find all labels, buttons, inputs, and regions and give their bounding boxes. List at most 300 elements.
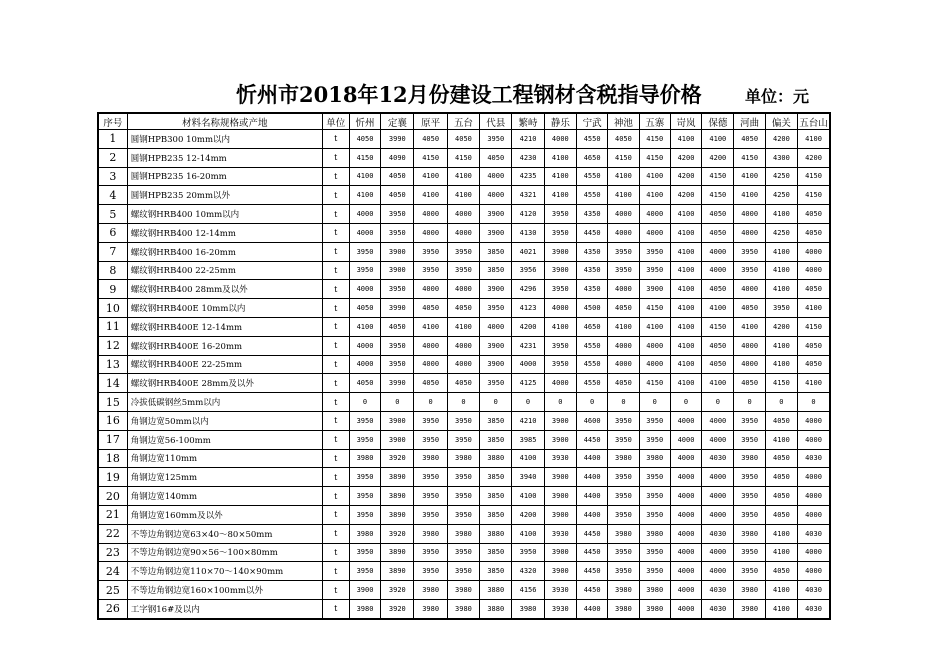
price-cell: 4350 [576, 205, 607, 224]
price-cell: 4050 [702, 205, 734, 224]
price-cell: 3950 [639, 468, 670, 487]
column-header: 五寨 [639, 113, 670, 130]
price-cell: 3980 [349, 599, 380, 618]
table-row [98, 562, 830, 581]
price-cell: 4100 [608, 317, 639, 336]
price-cell: 4050 [480, 148, 512, 167]
price-cell: 3950 [447, 487, 479, 506]
table-header-row [98, 113, 830, 130]
price-cell: 4450 [576, 430, 607, 449]
price-cell: 3850 [480, 261, 512, 280]
price-cell: 4150 [639, 374, 670, 393]
price-cell: 4000 [670, 449, 701, 468]
price-cell: 4100 [765, 581, 797, 600]
price-cell: 4150 [639, 148, 670, 167]
unit-cell: t [322, 543, 349, 562]
price-cell: 4100 [765, 599, 797, 618]
unit-cell: t [322, 205, 349, 224]
row-number: 21 [98, 505, 127, 524]
price-cell: 4100 [670, 299, 701, 318]
price-cell: 4050 [765, 449, 797, 468]
price-cell: 3850 [480, 430, 512, 449]
price-cell: 3980 [349, 449, 380, 468]
price-cell: 3900 [639, 280, 670, 299]
price-cell: 4050 [349, 299, 380, 318]
price-cell: 3900 [544, 487, 576, 506]
price-cell: 4150 [798, 317, 830, 336]
price-cell: 4030 [798, 599, 830, 618]
price-cell: 4100 [734, 167, 765, 186]
price-cell: 4050 [798, 336, 830, 355]
price-cell: 4030 [798, 449, 830, 468]
price-cell: 4000 [544, 374, 576, 393]
material-name: 螺纹钢HRB400E 16-20mm [127, 336, 322, 355]
price-cell: 3950 [414, 543, 447, 562]
price-cell: 4100 [670, 205, 701, 224]
material-name: 圆钢HPB300 10mm以内 [127, 130, 322, 149]
price-cell: 4600 [576, 411, 607, 430]
row-number: 1 [98, 130, 127, 149]
price-cell: 4000 [544, 299, 576, 318]
row-number: 5 [98, 205, 127, 224]
price-cell: 4100 [765, 205, 797, 224]
table-row [98, 505, 830, 524]
price-cell: 4000 [670, 505, 701, 524]
price-cell: 3950 [639, 505, 670, 524]
price-cell: 3950 [414, 487, 447, 506]
price-cell: 4050 [765, 562, 797, 581]
price-cell: 3950 [608, 468, 639, 487]
price-cell: 3980 [447, 599, 479, 618]
price-cell: 3980 [608, 581, 639, 600]
price-cell: 3980 [414, 581, 447, 600]
price-cell: 3980 [349, 524, 380, 543]
price-cell: 3950 [447, 468, 479, 487]
price-cell: 0 [544, 393, 576, 412]
price-cell: 3980 [734, 449, 765, 468]
price-cell: 4000 [734, 223, 765, 242]
price-cell: 4000 [608, 223, 639, 242]
price-cell: 3950 [734, 505, 765, 524]
material-name: 圆钢HPB235 12-14mm [127, 148, 322, 167]
table-row [98, 148, 830, 167]
price-cell: 3950 [608, 487, 639, 506]
price-cell: 3850 [480, 562, 512, 581]
price-cell: 3890 [381, 505, 414, 524]
price-cell: 0 [670, 393, 701, 412]
price-cell: 3980 [414, 524, 447, 543]
row-number: 26 [98, 599, 127, 618]
price-cell: 4100 [670, 280, 701, 299]
price-cell: 4000 [447, 355, 479, 374]
table-row [98, 374, 830, 393]
price-cell: 4000 [670, 411, 701, 430]
price-cell: 4100 [734, 186, 765, 205]
price-cell: 4090 [381, 148, 414, 167]
price-cell: 4200 [512, 505, 544, 524]
price-cell: 4250 [765, 167, 797, 186]
unit-cell: t [322, 242, 349, 261]
price-cell: 4100 [544, 186, 576, 205]
table-row [98, 317, 830, 336]
material-name: 角钢边宽125mm [127, 468, 322, 487]
price-cell: 3900 [349, 581, 380, 600]
price-cell: 4100 [447, 186, 479, 205]
unit-cell: t [322, 355, 349, 374]
price-cell: 3950 [480, 374, 512, 393]
price-cell: 3850 [480, 468, 512, 487]
price-cell: 4296 [512, 280, 544, 299]
price-cell: 3950 [734, 261, 765, 280]
price-cell: 4050 [702, 280, 734, 299]
price-cell: 4000 [414, 336, 447, 355]
material-name: 角钢边宽140mm [127, 487, 322, 506]
row-number: 19 [98, 468, 127, 487]
price-cell: 4550 [576, 355, 607, 374]
price-cell: 3900 [544, 543, 576, 562]
price-cell: 4100 [414, 317, 447, 336]
price-cell: 4050 [702, 336, 734, 355]
price-cell: 4200 [702, 148, 734, 167]
price-cell: 4100 [765, 261, 797, 280]
price-cell: 3950 [734, 430, 765, 449]
price-cell: 4050 [414, 374, 447, 393]
column-header: 定襄 [381, 113, 414, 130]
price-cell: 4150 [447, 148, 479, 167]
price-cell: 3980 [414, 599, 447, 618]
price-cell: 4550 [576, 130, 607, 149]
price-cell: 4650 [576, 317, 607, 336]
price-cell: 3980 [608, 449, 639, 468]
price-cell: 4000 [414, 205, 447, 224]
price-cell: 4000 [447, 336, 479, 355]
price-cell: 4200 [798, 148, 830, 167]
price-cell: 4123 [512, 299, 544, 318]
price-cell: 0 [639, 393, 670, 412]
price-cell: 3900 [544, 242, 576, 261]
price-cell: 4000 [639, 355, 670, 374]
price-cell: 4050 [608, 130, 639, 149]
price-cell: 4200 [670, 148, 701, 167]
price-cell: 3950 [349, 487, 380, 506]
price-cell: 4125 [512, 374, 544, 393]
column-header: 静乐 [544, 113, 576, 130]
price-cell: 0 [512, 393, 544, 412]
table-row [98, 355, 830, 374]
price-cell: 3900 [480, 280, 512, 299]
price-cell: 4200 [670, 186, 701, 205]
price-cell: 4450 [576, 223, 607, 242]
price-cell: 4050 [414, 130, 447, 149]
price-cell: 3880 [480, 581, 512, 600]
row-number: 6 [98, 223, 127, 242]
price-cell: 4235 [512, 167, 544, 186]
price-cell: 3950 [544, 223, 576, 242]
table-row [98, 205, 830, 224]
price-cell: 3990 [381, 130, 414, 149]
price-cell: 3900 [381, 242, 414, 261]
price-cell: 3890 [381, 468, 414, 487]
price-cell: 4000 [480, 317, 512, 336]
price-cell: 3890 [381, 543, 414, 562]
row-number: 17 [98, 430, 127, 449]
price-cell: 3900 [381, 411, 414, 430]
row-number: 20 [98, 487, 127, 506]
price-cell: 4400 [576, 599, 607, 618]
price-cell: 3950 [349, 242, 380, 261]
column-header: 序号 [98, 113, 127, 130]
column-header: 宁武 [576, 113, 607, 130]
price-cell: 4000 [608, 205, 639, 224]
table-row [98, 186, 830, 205]
table-row [98, 130, 830, 149]
material-name: 螺纹钢HRB400E 10mm以内 [127, 299, 322, 318]
price-cell: 3880 [480, 524, 512, 543]
price-cell: 4030 [702, 599, 734, 618]
price-cell: 4450 [576, 581, 607, 600]
price-cell: 3950 [639, 430, 670, 449]
price-cell: 4100 [798, 130, 830, 149]
price-cell: 3950 [639, 543, 670, 562]
table-row [98, 468, 830, 487]
price-cell: 3980 [608, 599, 639, 618]
price-cell: 3850 [480, 487, 512, 506]
unit-cell: t [322, 130, 349, 149]
price-cell: 4150 [702, 167, 734, 186]
column-header: 岢岚 [670, 113, 701, 130]
unit-cell: t [322, 468, 349, 487]
price-cell: 4650 [576, 148, 607, 167]
price-cell: 3985 [512, 430, 544, 449]
material-name: 螺纹钢HRB400 28mm及以外 [127, 280, 322, 299]
price-cell: 4000 [608, 336, 639, 355]
price-cell: 3950 [639, 411, 670, 430]
price-cell: 4000 [349, 336, 380, 355]
price-cell: 4050 [798, 223, 830, 242]
price-cell: 4000 [414, 280, 447, 299]
unit-cell: t [322, 487, 349, 506]
price-cell: 4050 [447, 299, 479, 318]
column-header: 繁峙 [512, 113, 544, 130]
price-cell: 3950 [608, 411, 639, 430]
price-cell: 4150 [702, 317, 734, 336]
price-cell: 4000 [670, 543, 701, 562]
price-cell: 4000 [670, 430, 701, 449]
price-cell: 0 [765, 393, 797, 412]
price-cell: 4000 [702, 487, 734, 506]
price-cell: 4100 [798, 299, 830, 318]
price-cell: 3950 [349, 543, 380, 562]
material-name: 螺纹钢HRB400E 12-14mm [127, 317, 322, 336]
price-cell: 4150 [734, 148, 765, 167]
unit-cell: t [322, 317, 349, 336]
price-cell: 4000 [608, 355, 639, 374]
price-cell: 4150 [765, 374, 797, 393]
price-cell: 4100 [670, 355, 701, 374]
price-cell: 3880 [480, 449, 512, 468]
material-name: 不等边角钢边宽160×100mm以外 [127, 581, 322, 600]
price-cell: 4400 [576, 487, 607, 506]
price-cell: 4000 [447, 280, 479, 299]
price-cell: 4000 [798, 261, 830, 280]
price-cell: 4000 [447, 223, 479, 242]
table-row [98, 524, 830, 543]
price-cell: 3950 [639, 487, 670, 506]
price-cell: 4050 [798, 280, 830, 299]
price-cell: 4450 [576, 524, 607, 543]
price-cell: 4000 [734, 355, 765, 374]
price-cell: 4000 [670, 581, 701, 600]
price-cell: 4550 [576, 336, 607, 355]
price-cell: 4000 [670, 524, 701, 543]
unit-cell: t [322, 336, 349, 355]
price-cell: 4050 [702, 355, 734, 374]
price-cell: 3950 [414, 468, 447, 487]
price-cell: 4000 [349, 223, 380, 242]
column-header: 保德 [702, 113, 734, 130]
price-cell: 3950 [414, 261, 447, 280]
price-cell: 3950 [349, 430, 380, 449]
price-cell: 4021 [512, 242, 544, 261]
price-cell: 4321 [512, 186, 544, 205]
price-cell: 4100 [414, 186, 447, 205]
price-cell: 4550 [576, 374, 607, 393]
price-cell: 0 [576, 393, 607, 412]
material-name: 角钢边宽56-100mm [127, 430, 322, 449]
price-cell: 3950 [447, 543, 479, 562]
price-cell: 4100 [670, 261, 701, 280]
price-cell: 3950 [414, 242, 447, 261]
price-cell: 4000 [702, 468, 734, 487]
price-cell: 4150 [798, 186, 830, 205]
price-cell: 4210 [512, 130, 544, 149]
price-cell: 4000 [639, 223, 670, 242]
material-name: 工字钢16#及以内 [127, 599, 322, 618]
unit-cell: t [322, 562, 349, 581]
price-cell: 3950 [447, 411, 479, 430]
price-cell: 3950 [608, 543, 639, 562]
price-cell: 3950 [544, 355, 576, 374]
price-cell: 3920 [381, 581, 414, 600]
price-cell: 4050 [349, 374, 380, 393]
price-cell: 3950 [608, 562, 639, 581]
price-cell: 3950 [349, 261, 380, 280]
price-cell: 4550 [576, 167, 607, 186]
price-cell: 4100 [670, 317, 701, 336]
material-name: 圆钢HPB235 16-20mm [127, 167, 322, 186]
price-cell: 4100 [765, 280, 797, 299]
price-cell: 3950 [349, 505, 380, 524]
row-number: 9 [98, 280, 127, 299]
price-cell: 0 [734, 393, 765, 412]
price-cell: 4500 [576, 299, 607, 318]
price-cell: 4100 [734, 317, 765, 336]
price-cell: 4100 [447, 317, 479, 336]
price-cell: 4150 [608, 148, 639, 167]
price-cell: 4000 [544, 130, 576, 149]
price-cell: 3980 [734, 524, 765, 543]
price-cell: 4050 [381, 167, 414, 186]
price-cell: 4000 [480, 167, 512, 186]
price-cell: 3900 [544, 505, 576, 524]
table-row [98, 336, 830, 355]
price-cell: 4000 [798, 562, 830, 581]
price-cell: 4150 [349, 148, 380, 167]
price-cell: 4050 [414, 299, 447, 318]
price-cell: 4100 [670, 336, 701, 355]
price-cell: 4100 [512, 487, 544, 506]
table-row [98, 299, 830, 318]
price-cell: 4000 [480, 186, 512, 205]
price-cell: 4000 [702, 543, 734, 562]
table-row [98, 487, 830, 506]
unit-cell: t [322, 374, 349, 393]
price-cell: 3930 [544, 581, 576, 600]
price-cell: 4100 [447, 167, 479, 186]
price-cell: 3950 [608, 242, 639, 261]
price-cell: 4100 [414, 167, 447, 186]
price-cell: 4050 [765, 487, 797, 506]
price-cell: 3950 [734, 562, 765, 581]
row-number: 3 [98, 167, 127, 186]
price-cell: 4200 [512, 317, 544, 336]
price-cell: 4000 [414, 355, 447, 374]
price-cell: 4231 [512, 336, 544, 355]
price-cell: 3980 [447, 581, 479, 600]
material-name: 冷拔低碳钢丝5mm以内 [127, 393, 322, 412]
price-cell: 4350 [576, 242, 607, 261]
price-cell: 3980 [639, 599, 670, 618]
price-cell: 3880 [480, 599, 512, 618]
price-cell: 4300 [765, 148, 797, 167]
price-cell: 4150 [639, 299, 670, 318]
row-number: 12 [98, 336, 127, 355]
price-cell: 3950 [734, 487, 765, 506]
price-cell: 3950 [414, 430, 447, 449]
price-cell: 3950 [414, 562, 447, 581]
page-title: 忻州市2018年12月份建设工程钢材含税指导价格 [236, 82, 702, 107]
price-cell: 4000 [447, 205, 479, 224]
table-row [98, 599, 830, 618]
price-cell: 3900 [544, 411, 576, 430]
price-cell: 4000 [702, 261, 734, 280]
price-cell: 3950 [480, 130, 512, 149]
price-cell: 3900 [544, 430, 576, 449]
column-header: 河曲 [734, 113, 765, 130]
price-cell: 4030 [702, 581, 734, 600]
unit-cell: t [322, 599, 349, 618]
price-cell: 3850 [480, 242, 512, 261]
price-cell: 4000 [639, 205, 670, 224]
price-cell: 4350 [576, 280, 607, 299]
price-cell: 3950 [734, 411, 765, 430]
price-cell: 4000 [670, 468, 701, 487]
price-cell: 3950 [381, 205, 414, 224]
price-cell: 4100 [765, 336, 797, 355]
price-cell: 3956 [512, 261, 544, 280]
unit-cell: t [322, 280, 349, 299]
price-cell: 3890 [381, 487, 414, 506]
unit-cell: t [322, 148, 349, 167]
price-cell: 4150 [639, 130, 670, 149]
price-cell: 4100 [765, 524, 797, 543]
price-cell: 4210 [512, 411, 544, 430]
unit-label: 单位：元 [745, 87, 810, 106]
price-cell: 4400 [576, 449, 607, 468]
price-cell: 3950 [639, 261, 670, 280]
table-row [98, 167, 830, 186]
price-cell: 4050 [349, 130, 380, 149]
